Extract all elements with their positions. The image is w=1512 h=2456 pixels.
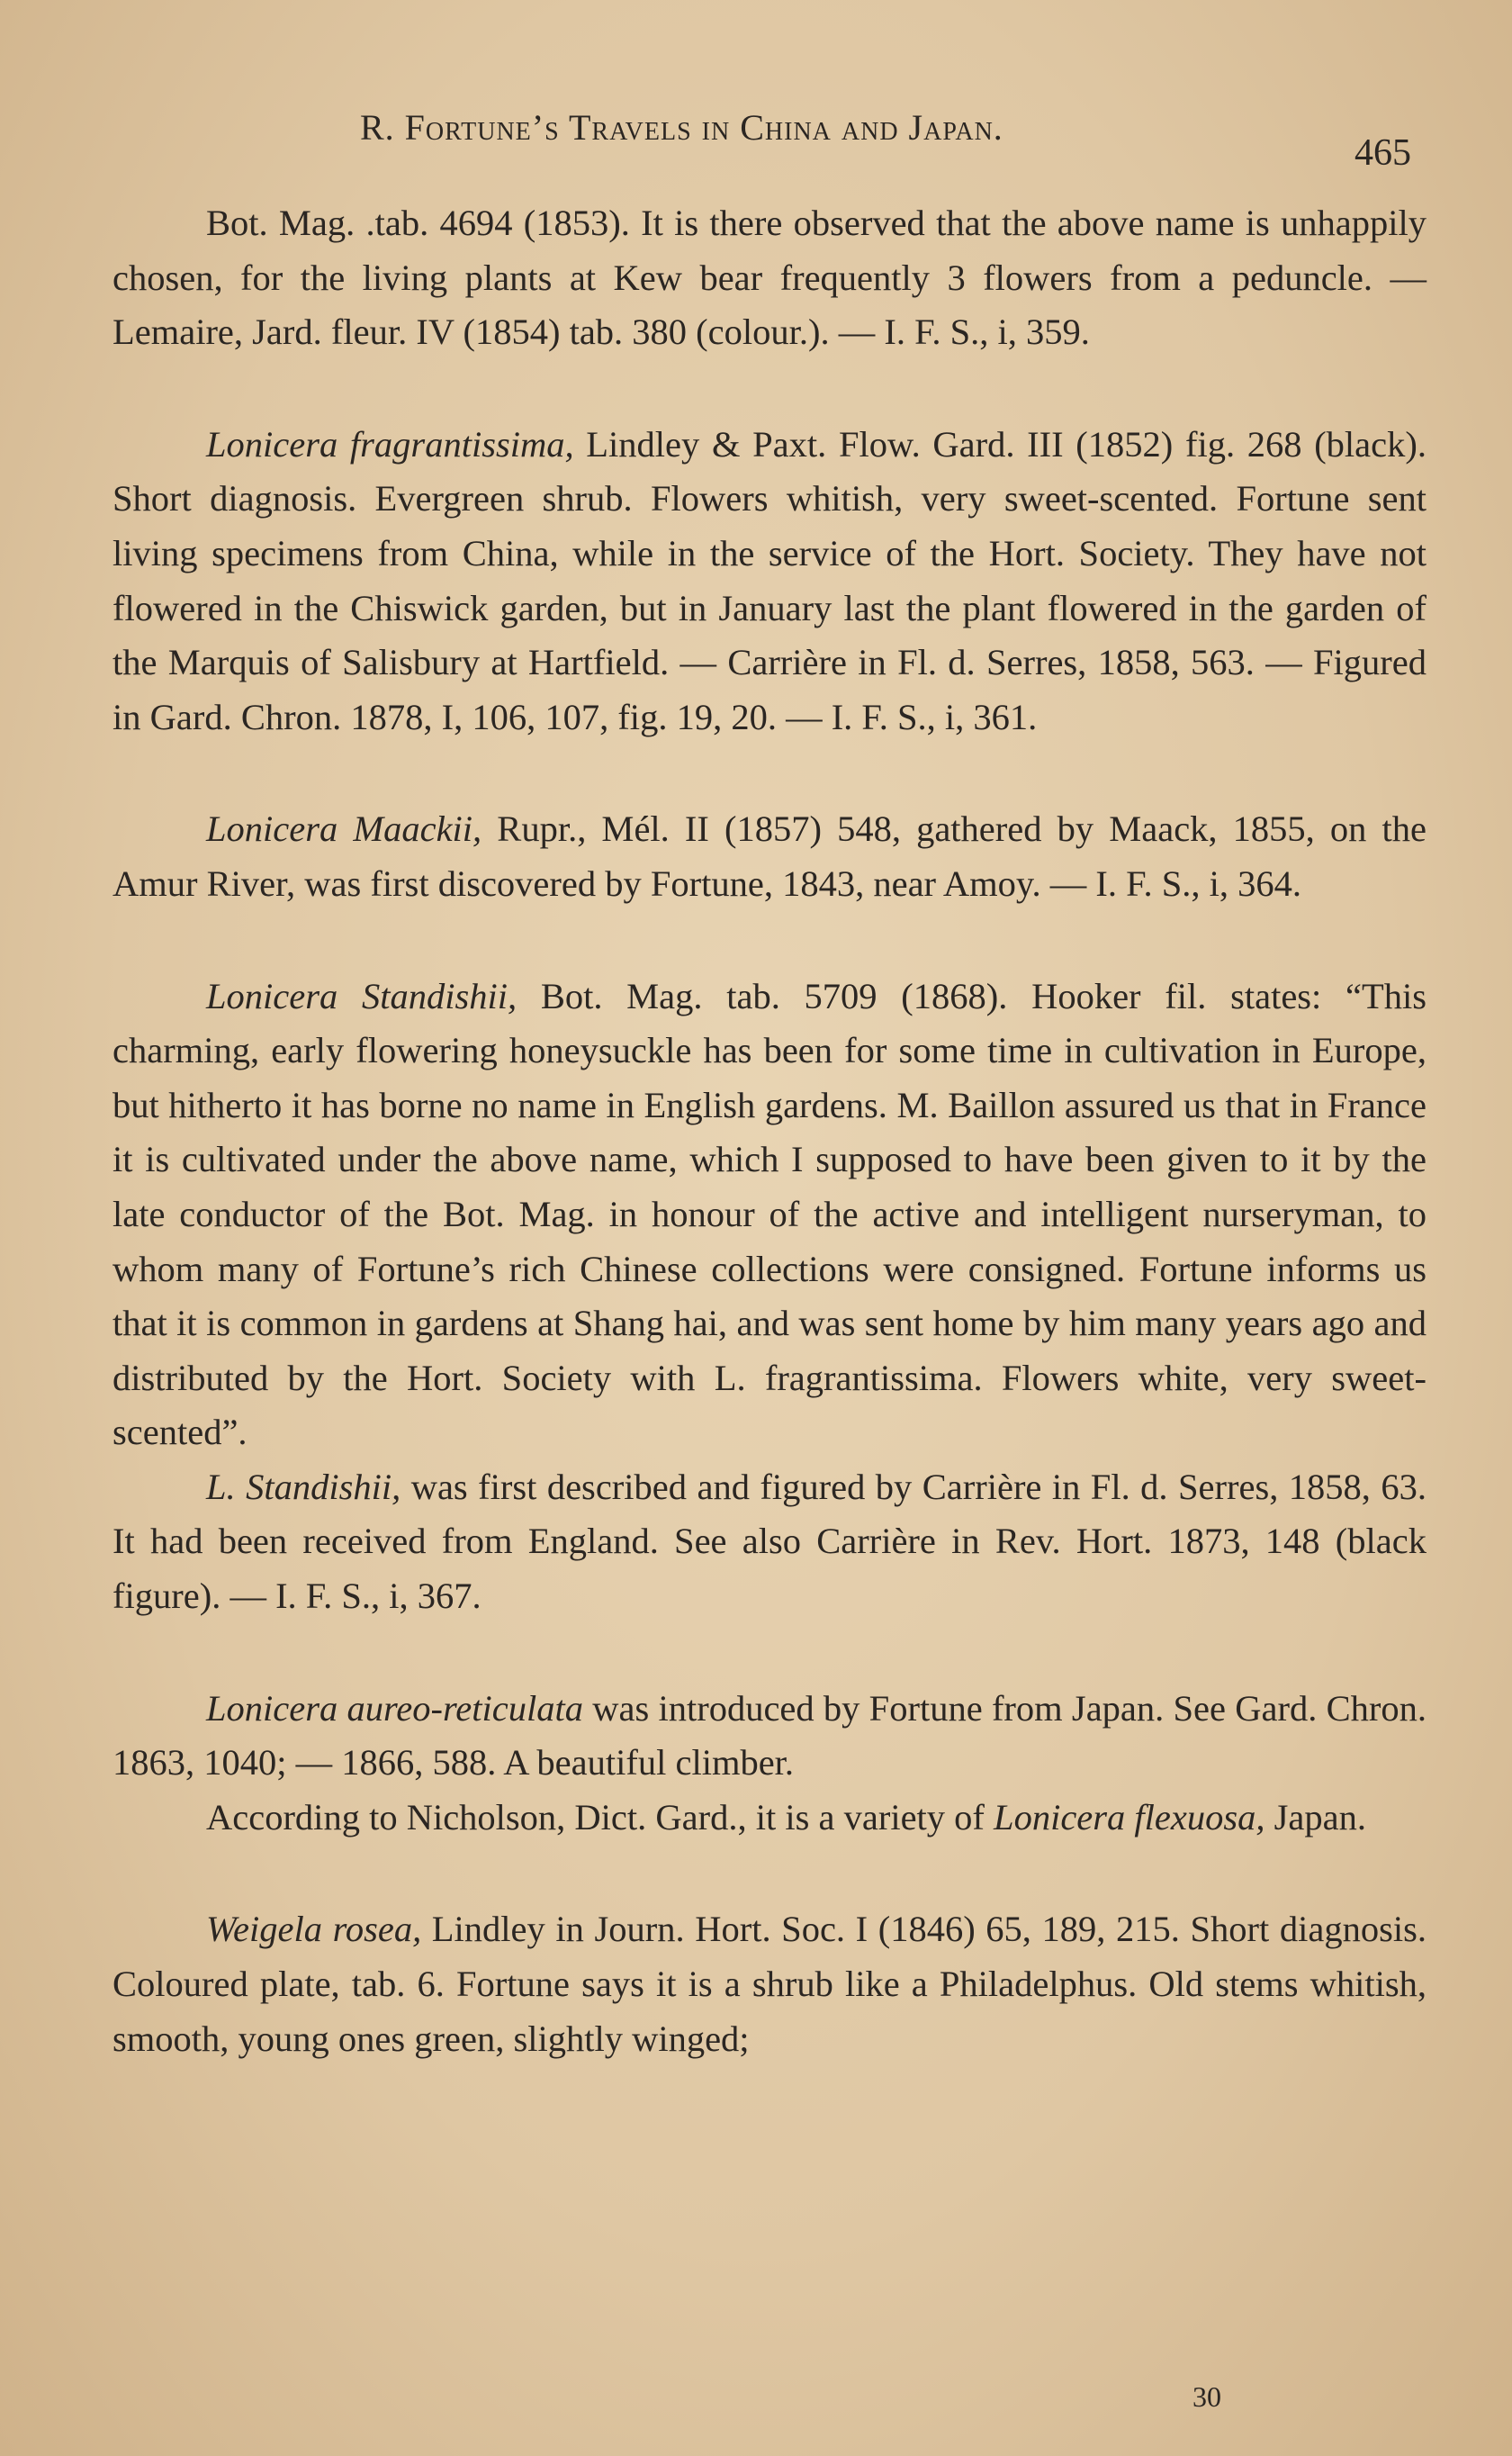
paragraph-weigela-rosea: [112, 1902, 1426, 2066]
paragraph-text: According to Nicholson, Dict. Gard., it is a variety of: [206, 1796, 994, 1837]
paragraph-text: was introduced by Fortune from Japan. See Gard. Chron. 1863, 1040; — 1866, 588. A beautiful climber.: [112, 1687, 1426, 1783]
signature-mark: 30: [1192, 2380, 1221, 2413]
running-head: [0, 106, 1512, 178]
species-name: Lonicera flexuosa,: [994, 1796, 1265, 1837]
page-number: 465: [1354, 132, 1411, 174]
species-name: Weigela rosea,: [206, 1909, 422, 1950]
paragraph-nicholson: [112, 1791, 1426, 1846]
paragraph-l-standishii: [112, 1460, 1426, 1624]
species-name: Lonicera aureo-reticulata: [206, 1687, 583, 1729]
paragraph-text: Lindley & Paxt. Flow. Gard. III (1852) fig. 268 (black). Short diagnosis. Evergreen shrub. Flowers whitish, very sweet-scented. Fortune sent living specimens from China, while in the service of the Hort. Society. They have not flowered in the Chiswick garden, but in January last the plant flowered in the garden of the Marquis of Salisbury at Hartfield. — Carrière in Fl. d. Serres, 1858, 563. — Figured in Gard. Chron. 1878, I, 106, 107, fig. 19, 20. — I. F. S., i, 361.: [112, 423, 1426, 737]
species-name: Lonicera Maackii,: [206, 808, 482, 850]
paragraph-lonicera-maackii: [112, 802, 1426, 911]
species-name: Lonicera Standishii,: [206, 975, 518, 1016]
page-body: [112, 196, 1426, 2066]
running-title: R. Fortune’s Travels in China and Japan.: [360, 107, 1004, 148]
paragraph-text: was first described and figured by Carrière in Fl. d. Serres, 1858, 63. It had been received from England. See also Carrière in Rev. Hort. 1873, 148 (black figure). — I. F. S., i, 367.: [112, 1466, 1426, 1617]
paragraph-text: Lindley in Journ. Hort. Soc. I (1846) 65, 189, 215. Short diagnosis. Coloured plate, tab. 6. Fortune says it is a shrub like a Philadelphus. Old stems whitish, smooth, young ones green, slightly winged;: [112, 1909, 1426, 2059]
paragraph-text: Rupr., Mél. II (1857) 548, gathered by Maack, 1855, on the Amur River, was first discovered by Fortune, 1843, near Amoy. — I. F. S., i, 364.: [112, 808, 1426, 904]
paragraph-lonicera-standishii: [112, 970, 1426, 1460]
paragraph-lonicera-fragrantissima: [112, 418, 1426, 745]
paragraph-text-end: Japan.: [1264, 1796, 1366, 1837]
paragraph-lonicera-aureo-reticulata: [112, 1682, 1426, 1791]
paragraph-1-text: Bot. Mag. .tab. 4694 (1853). It is there observed that the above name is unhappily chosen, for the living plants at Kew bear frequently 3 flowers from a peduncle. — Lemaire, Jard. fleur. IV (1854) tab. 380 (colour.). — I. F. S., i, 359.: [112, 203, 1426, 353]
paragraph-1: [112, 196, 1426, 360]
paragraph-text: Bot. Mag. tab. 5709 (1868). Hooker fil. states: “This charming, early flowering honeysuckle has been for some time in cultivation in Europe, but hitherto it has borne no name in English gardens. M. Baillon assured us that in France it is cultivated under the above name, which I supposed to have been given to it by the late conductor of the Bot. Mag. in honour of the active and intelligent nurseryman, to whom many of Fortune’s rich Chinese collections were consigned. Fortune informs us that it is common in gardens at Shang hai, and was sent home by him many years ago and distributed by the Hort. Society with L. fragrantissima. Flowers white, very sweet-scented”.: [112, 975, 1426, 1453]
species-name: Lonicera fragrantissima,: [206, 423, 574, 465]
species-name: L. Standishii,: [206, 1466, 401, 1507]
